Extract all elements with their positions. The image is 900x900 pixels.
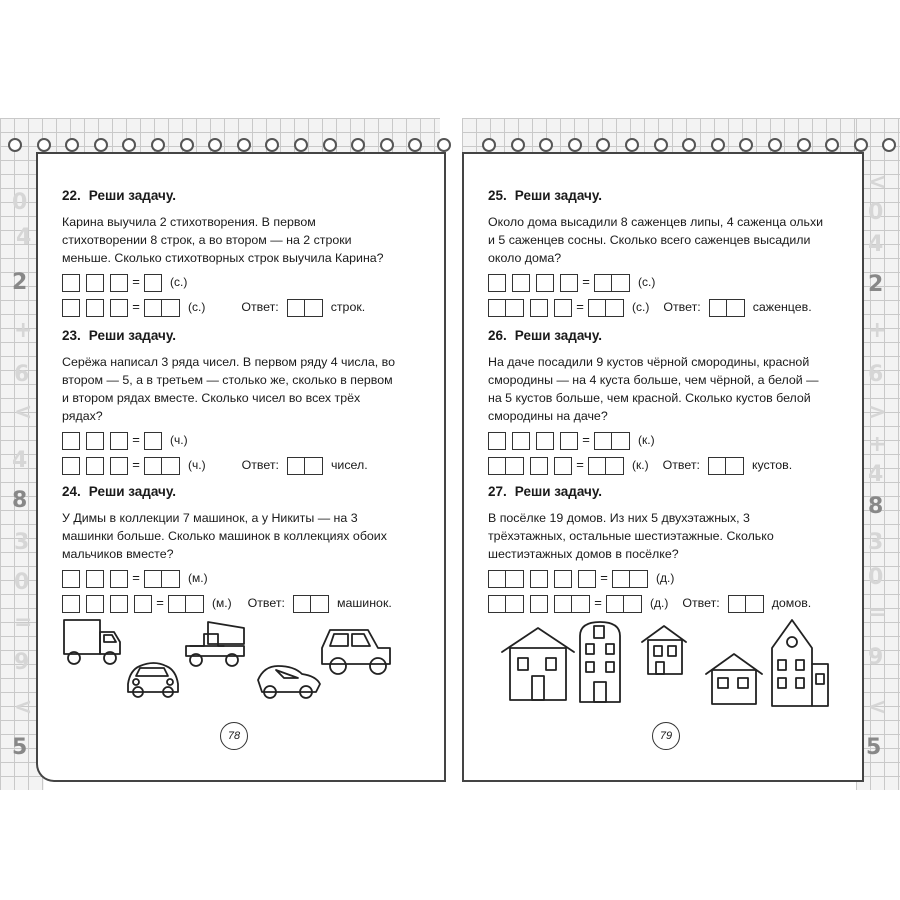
- solution-row-1: = (с.): [62, 273, 402, 293]
- house-icon: [642, 626, 686, 674]
- unit-label: (м.): [212, 595, 232, 610]
- margin-digit: =: [868, 600, 887, 625]
- margin-digit: 5: [12, 735, 28, 760]
- unit-label: (с.): [632, 299, 650, 314]
- solution-row-1: = (с.): [488, 273, 828, 293]
- final-answer-box[interactable]: [709, 299, 727, 317]
- final-answer-box[interactable]: [727, 299, 745, 317]
- houses-illustration: [498, 612, 838, 712]
- task-22: [62, 186, 402, 318]
- answer-label: Ответ:: [241, 457, 279, 472]
- answer-box[interactable]: [62, 274, 80, 292]
- answer-box[interactable]: [134, 595, 152, 613]
- answer-box[interactable]: [62, 299, 80, 317]
- small-car-icon: [128, 663, 178, 697]
- task-24: [62, 482, 402, 614]
- margin-digit: 0: [12, 190, 28, 215]
- answer-box[interactable]: [554, 595, 572, 613]
- final-answer-box[interactable]: [305, 299, 323, 317]
- unit-label: (с.): [170, 274, 188, 289]
- answer-box[interactable]: [506, 457, 524, 475]
- answer-box[interactable]: [606, 457, 624, 475]
- margin-digit: 3: [868, 530, 884, 555]
- page-number-left: 78: [220, 722, 248, 750]
- truck-icon: [64, 620, 120, 664]
- answer-box[interactable]: [560, 274, 578, 292]
- final-answer-box[interactable]: [311, 595, 329, 613]
- answer-box[interactable]: [488, 457, 506, 475]
- unit-label: (с.): [188, 299, 206, 314]
- margin-digit: 0: [14, 570, 30, 595]
- answer-box[interactable]: [624, 595, 642, 613]
- task-text: На даче посадили 9 кустов чёрной смородины, красной смородины — на 4 куста больше, чем чёрной, а белой — на 5 кустов больше, чем красной. Сколько кустов белой смородины на даче?: [488, 354, 819, 423]
- task-number: 26.: [488, 328, 507, 343]
- answer-box[interactable]: [488, 595, 506, 613]
- solution-row-2: = (к.) Ответ: кустов.: [488, 456, 828, 476]
- church-house-icon: [772, 620, 828, 706]
- page-number-right: 79: [652, 722, 680, 750]
- solution-row-2: = (с.) Ответ: саженцев.: [488, 298, 828, 318]
- answer-box[interactable]: [110, 299, 128, 317]
- answer-box[interactable]: [612, 274, 630, 292]
- answer-box[interactable]: [530, 570, 548, 588]
- solution-row-2: = (м.) Ответ: машинок.: [62, 594, 402, 614]
- margin-digit: 9: [868, 645, 884, 670]
- answer-word: кустов.: [751, 457, 793, 472]
- answer-box[interactable]: [62, 595, 80, 613]
- margin-digit: 8: [12, 488, 28, 513]
- task-23: [62, 326, 402, 476]
- margin-digit: <: [868, 170, 887, 195]
- answer-box[interactable]: [162, 299, 180, 317]
- answer-box[interactable]: [506, 570, 524, 588]
- answer-box[interactable]: [588, 299, 606, 317]
- task-text: Около дома высадили 8 саженцев липы, 4 саженца ольхи и 5 саженцев сосны. Сколько всего саженцев высадили около дома?: [488, 214, 824, 265]
- unit-label: (ч.): [188, 457, 206, 472]
- answer-box[interactable]: [86, 274, 104, 292]
- answer-box[interactable]: [512, 432, 530, 450]
- answer-box[interactable]: [86, 457, 104, 475]
- answer-word: строк.: [330, 299, 366, 314]
- answer-label: Ответ:: [247, 595, 285, 610]
- answer-box[interactable]: [594, 432, 612, 450]
- task-text: Серёжа написал 3 ряда чисел. В первом ряду 4 числа, во втором — 5, а в третьем — столько же, сколько в первом и втором рядах вместе. Сколько чисел во всех трёх рядах?: [62, 354, 395, 423]
- answer-box[interactable]: [554, 299, 572, 317]
- answer-box[interactable]: [530, 595, 548, 613]
- solution-row-1: = (к.): [488, 431, 828, 451]
- answer-box[interactable]: [168, 595, 186, 613]
- answer-word: машинок.: [336, 595, 392, 610]
- task-title: Реши задачу.: [88, 484, 176, 499]
- margin-digit: 4: [868, 462, 884, 487]
- task-25: [488, 186, 828, 318]
- answer-box[interactable]: [612, 570, 630, 588]
- task-text: Карина выучила 2 стихотворения. В первом стихотворении 8 строк, а во втором — на 2 строки меньше. Сколько стихотворных строк выучила Карина?: [62, 214, 384, 265]
- unit-label: (д.): [656, 570, 675, 585]
- cars-illustration: [60, 612, 410, 702]
- final-answer-box[interactable]: [746, 595, 764, 613]
- answer-box[interactable]: [606, 299, 624, 317]
- answer-box[interactable]: [560, 432, 578, 450]
- answer-box[interactable]: [530, 299, 548, 317]
- tall-house-icon: [580, 622, 620, 702]
- task-number: 24.: [62, 484, 81, 499]
- answer-label: Ответ:: [662, 457, 700, 472]
- margin-digit: =: [14, 610, 33, 635]
- answer-box[interactable]: [536, 432, 554, 450]
- margin-digit: 4: [868, 232, 884, 257]
- answer-box[interactable]: [512, 274, 530, 292]
- final-answer-box[interactable]: [287, 299, 305, 317]
- answer-box[interactable]: [606, 595, 624, 613]
- task-number: 22.: [62, 188, 81, 203]
- answer-box[interactable]: [578, 570, 596, 588]
- task-27: [488, 482, 828, 614]
- margin-digit: 0: [868, 565, 884, 590]
- answer-box[interactable]: [86, 299, 104, 317]
- answer-box[interactable]: [530, 457, 548, 475]
- spiral-binding-left: [8, 138, 451, 152]
- answer-box[interactable]: [186, 595, 204, 613]
- answer-box[interactable]: [86, 432, 104, 450]
- answer-box[interactable]: [144, 274, 162, 292]
- margin-digit: >: [868, 400, 887, 425]
- answer-label: Ответ:: [241, 299, 279, 314]
- answer-box[interactable]: [594, 274, 612, 292]
- answer-box[interactable]: [488, 570, 506, 588]
- task-number: 27.: [488, 484, 507, 499]
- solution-row-2: = (ч.) Ответ: чисел.: [62, 456, 402, 476]
- house-icon: [502, 628, 574, 700]
- solution-row-2: = (с.) Ответ: строк.: [62, 298, 402, 318]
- toy-car-icon: [258, 666, 320, 698]
- small-house-icon: [706, 654, 762, 704]
- unit-label: (ч.): [170, 432, 188, 447]
- task-title: Реши задачу.: [514, 484, 602, 499]
- task-text: У Димы в коллекции 7 машинок, а у Никиты — на 3 машинки больше. Сколько машинок в коллекциях обоих мальчиков вместе?: [62, 510, 387, 561]
- unit-label: (с.): [638, 274, 656, 289]
- answer-box[interactable]: [554, 570, 572, 588]
- final-answer-box[interactable]: [287, 457, 305, 475]
- margin-digit: 8: [868, 494, 884, 519]
- margin-digit: 4: [16, 225, 32, 250]
- margin-digit: <: [868, 695, 887, 720]
- spiral-binding-right: [482, 138, 896, 152]
- unit-label: (м.): [188, 570, 208, 585]
- task-number: 25.: [488, 188, 507, 203]
- answer-box[interactable]: [554, 457, 572, 475]
- answer-label: Ответ:: [663, 299, 701, 314]
- task-title: Реши задачу.: [514, 328, 602, 343]
- answer-box[interactable]: [62, 570, 80, 588]
- answer-box[interactable]: [62, 457, 80, 475]
- task-title: Реши задачу.: [88, 188, 176, 203]
- margin-digit: 5: [866, 735, 882, 760]
- margin-digit: +: [868, 432, 887, 457]
- margin-digit: 0: [868, 200, 884, 225]
- answer-box[interactable]: [110, 432, 128, 450]
- task-26: [488, 326, 828, 476]
- answer-box[interactable]: [86, 570, 104, 588]
- answer-box[interactable]: [488, 274, 506, 292]
- solution-row-1: = (м.): [62, 569, 402, 589]
- answer-box[interactable]: [162, 457, 180, 475]
- task-number: 23.: [62, 328, 81, 343]
- answer-box[interactable]: [110, 457, 128, 475]
- answer-box[interactable]: [62, 432, 80, 450]
- margin-digit: +: [14, 318, 33, 343]
- unit-label: (к.): [632, 457, 649, 472]
- final-answer-box[interactable]: [305, 457, 323, 475]
- answer-box[interactable]: [110, 595, 128, 613]
- margin-digit: 9: [14, 650, 30, 675]
- final-answer-box[interactable]: [726, 457, 744, 475]
- answer-box[interactable]: [536, 274, 554, 292]
- task-title: Реши задачу.: [88, 328, 176, 343]
- answer-box[interactable]: [144, 299, 162, 317]
- margin-digit: 3: [14, 530, 30, 555]
- margin-digit: 2: [868, 272, 884, 297]
- margin-digit: 2: [12, 270, 28, 295]
- answer-box[interactable]: [506, 299, 524, 317]
- answer-box[interactable]: [162, 570, 180, 588]
- answer-box[interactable]: [630, 570, 648, 588]
- answer-label: Ответ:: [682, 595, 720, 610]
- answer-box[interactable]: [506, 595, 524, 613]
- solution-row-1: = (ч.): [62, 431, 402, 451]
- final-answer-box[interactable]: [728, 595, 746, 613]
- answer-box[interactable]: [488, 432, 506, 450]
- margin-digit: 6: [868, 362, 884, 387]
- final-answer-box[interactable]: [708, 457, 726, 475]
- answer-word: домов.: [771, 595, 812, 610]
- answer-word: чисел.: [330, 457, 368, 472]
- margin-digit: 4: [12, 448, 28, 473]
- final-answer-box[interactable]: [293, 595, 311, 613]
- answer-box[interactable]: [612, 432, 630, 450]
- answer-word: саженцев.: [752, 299, 812, 314]
- solution-row-1: = (д.): [488, 569, 828, 589]
- answer-box[interactable]: [144, 570, 162, 588]
- answer-box[interactable]: [86, 595, 104, 613]
- unit-label: (д.): [650, 595, 669, 610]
- solution-row-2: = (д.) Ответ: домов.: [488, 594, 828, 614]
- answer-box[interactable]: [588, 457, 606, 475]
- jeep-icon: [322, 630, 390, 674]
- answer-box[interactable]: [488, 299, 506, 317]
- answer-box[interactable]: [572, 595, 590, 613]
- margin-digit: <: [14, 400, 33, 425]
- answer-box[interactable]: [144, 457, 162, 475]
- task-title: Реши задачу.: [514, 188, 602, 203]
- unit-label: (к.): [638, 432, 655, 447]
- answer-box[interactable]: [144, 432, 162, 450]
- answer-box[interactable]: [110, 570, 128, 588]
- dump-truck-icon: [186, 622, 244, 666]
- margin-digit: +: [868, 318, 887, 343]
- margin-digit: <: [14, 695, 33, 720]
- task-text: В посёлке 19 домов. Из них 5 двухэтажных, 3 трёхэтажных, остальные шестиэтажные. Сколько шестиэтажных домов в посёлке?: [488, 510, 774, 561]
- margin-digit: 6: [14, 362, 30, 387]
- answer-box[interactable]: [110, 274, 128, 292]
